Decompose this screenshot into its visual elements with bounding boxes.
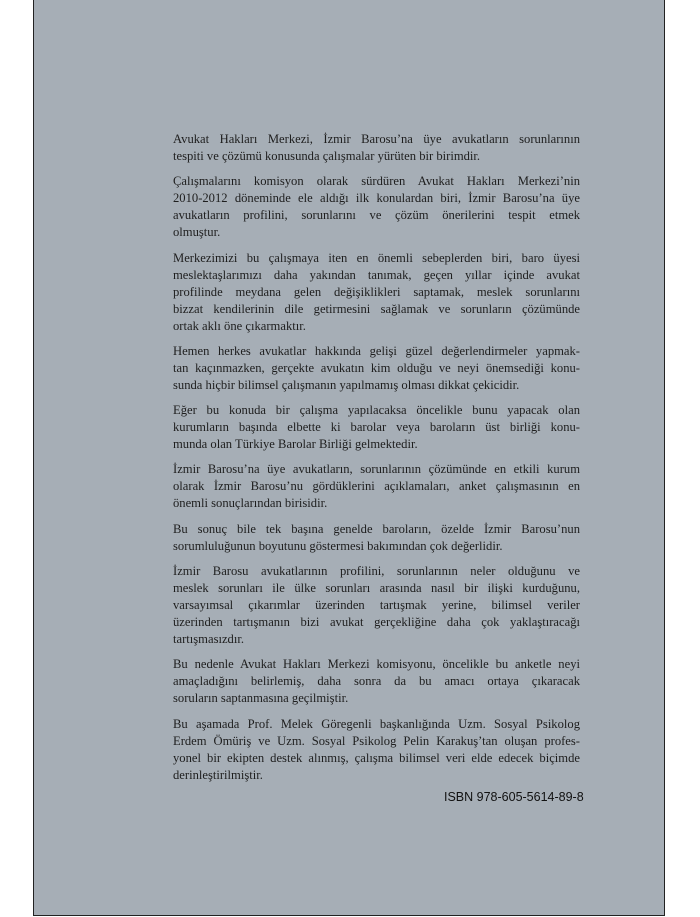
paragraph	[173, 563, 580, 648]
text-line: sunda hiçbir bilimsel çalışmanın yapılmamış olması dikkat çekicidir.	[173, 377, 520, 392]
paragraph	[173, 343, 580, 394]
text-line: Bu sonuç bile tek başına genelde baroların, özelde İzmir Barosu’nun	[173, 521, 580, 536]
text-line: Hemen herkes avukatlar hakkında gelişi güzel değerlendirmeler yapmak-	[173, 343, 580, 358]
cover-body-text	[173, 131, 580, 792]
paragraph	[173, 173, 580, 241]
paragraph	[173, 250, 580, 335]
text-line: kurumların başında elbette ki barolar veya baroların üst birliği konu-	[173, 420, 580, 435]
text-line: munda olan Türkiye Barolar Birliği gelmektedir.	[173, 437, 418, 452]
text-line: soruların saptanmasına geçilmiştir.	[173, 691, 349, 706]
text-line: tan kaçınmazken, gerçekte avukatın kim olduğu ve neyi önemsediği konu-	[173, 360, 580, 375]
text-line: tartışmasızdır.	[173, 632, 244, 647]
text-line: avukatların profilini, sorunlarını ve çözüm önerilerini tespit etmek	[173, 208, 580, 223]
text-line: sorumluluğunun boyutunu göstermesi bakımından çok değerlidir.	[173, 538, 503, 553]
paragraph	[173, 131, 580, 165]
text-line: Bu nedenle Avukat Hakları Merkezi komisyonu, öncelikle bu anketle neyi	[173, 657, 580, 672]
text-line: olarak İzmir Barosu’nu gördüklerini açıklamaları, anket çalışmasının en	[173, 479, 580, 494]
text-line: Merkezimizi bu çalışmaya iten en önemli sebeplerden biri, baro üyesi	[173, 250, 580, 265]
text-line: İzmir Barosu avukatlarının profilini, sorunlarının neler olduğunu ve	[173, 564, 580, 579]
text-line: varsayımsal çıkarımlar üzerinden tartışmak yerine, bilimsel veriler	[173, 598, 580, 613]
text-line: derinleştirilmiştir.	[173, 767, 263, 782]
book-back-cover	[33, 0, 665, 916]
text-line: yonel bir ekipten destek alınmış, çalışma bilimsel veri elde edecek biçimde	[173, 750, 580, 765]
text-line: önemli sonuçlarından birisidir.	[173, 496, 328, 511]
text-line: bizzat kendilerinin dile getirmesini sağlamak ve sorunların çözümünde	[173, 301, 580, 316]
paragraph	[173, 656, 580, 707]
text-line: Avukat Hakları Merkezi, İzmir Barosu’na üye avukatların sorunlarının	[173, 132, 580, 146]
text-line: İzmir Barosu’na üye avukatların, sorunlarının çözümünde en etkili kurum	[173, 462, 580, 477]
text-line: Çalışmalarını komisyon olarak sürdüren Avukat Hakları Merkezi’nin	[173, 174, 580, 189]
paragraph	[173, 461, 580, 512]
isbn-number: ISBN 978-605-5614-89-8	[444, 790, 584, 804]
text-line: profilinde meydana gelen değişiklikleri saptamak, meslek sorunlarını	[173, 284, 580, 299]
text-line: meslek sorunları ile ülke sorunları arasında nasıl bir ilişki kurduğunu,	[173, 581, 580, 596]
text-line: olmuştur.	[173, 225, 221, 240]
text-line: meslektaşlarımızı daha yakından tanımak, geçen yıllar içinde avukat	[173, 267, 580, 282]
paragraph	[173, 521, 580, 555]
text-line: Eğer bu konuda bir çalışma yapılacaksa öncelikle bunu yapacak olan	[173, 403, 580, 418]
text-line: ortak aklı öne çıkarmaktır.	[173, 318, 306, 333]
text-line: üzerinden tartışmanın bizi avukat gerçekliğine daha çok yaklaştıracağı	[173, 615, 580, 630]
text-line: Erdem Ömüriş ve Uzm. Sosyal Psikolog Pelin Karakuş’tan oluşan profes-	[173, 733, 580, 748]
text-line: 2010-2012 döneminde ele aldığı ilk konulardan biri, İzmir Barosu’na üye	[173, 191, 580, 206]
text-line: amaçladığını belirlemiş, daha sonra da bu amacı ortaya çıkaracak	[173, 674, 580, 689]
text-line: tespiti ve çözümü konusunda çalışmalar yürüten bir birimdir.	[173, 149, 481, 163]
paragraph	[173, 716, 580, 784]
text-line: Bu aşamada Prof. Melek Göregenli başkanlığında Uzm. Sosyal Psikolog	[173, 716, 580, 731]
paragraph	[173, 402, 580, 453]
